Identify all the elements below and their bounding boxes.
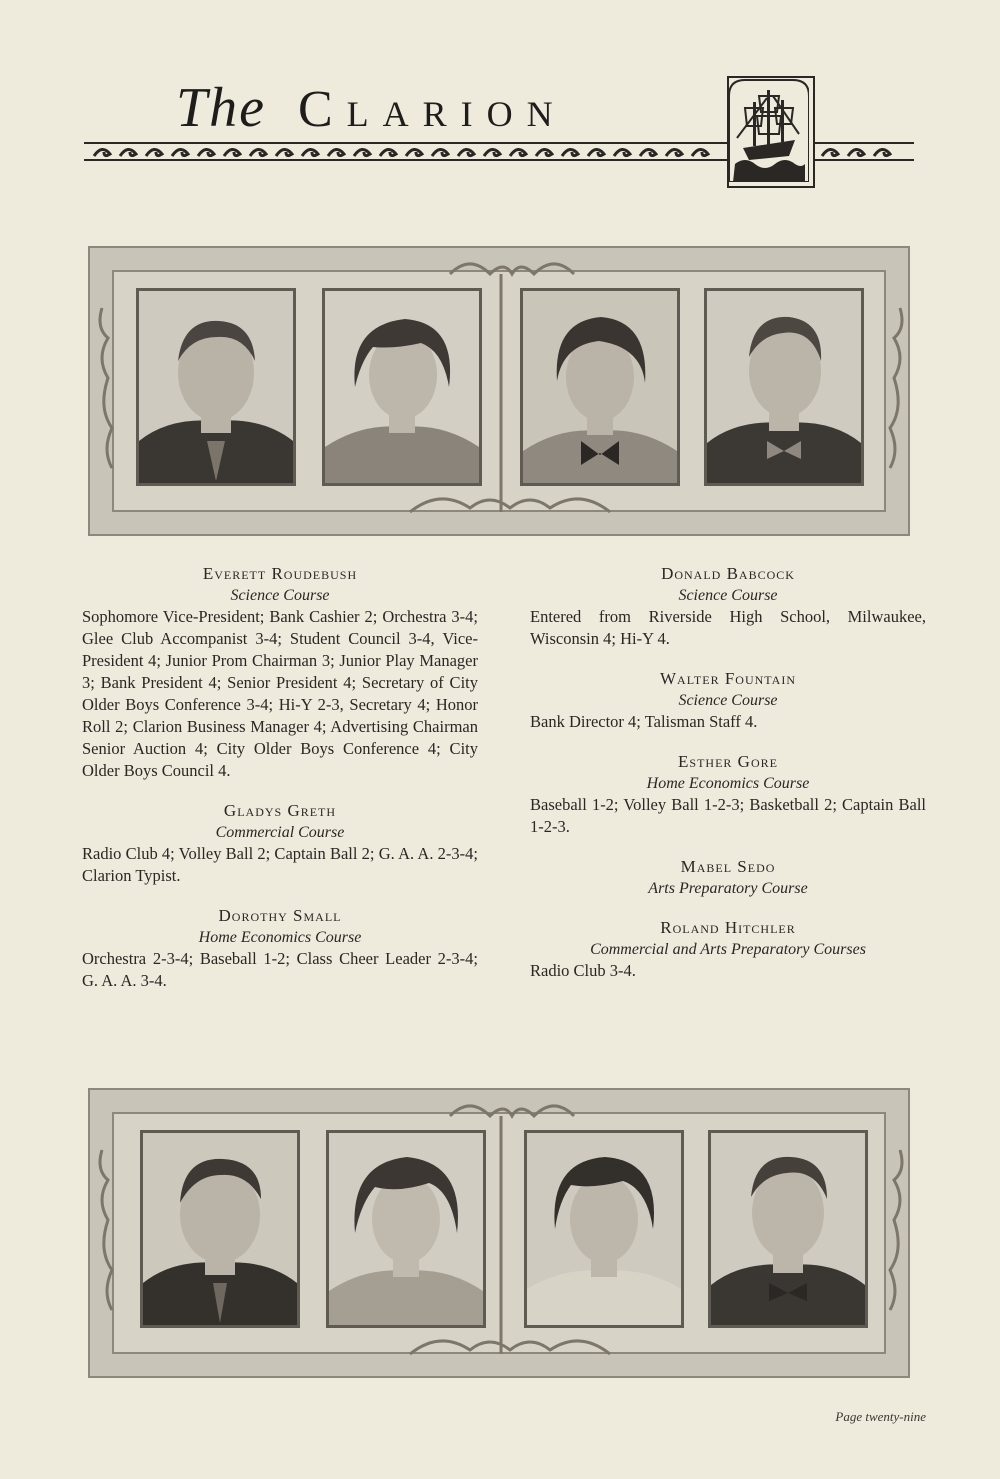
portrait-silhouette <box>143 1133 297 1325</box>
top-photo-frame <box>88 246 910 536</box>
page-number: Page twenty-nine <box>835 1409 926 1424</box>
student-name: Mabel Sedo <box>680 857 776 876</box>
portrait-photo <box>322 288 482 486</box>
student-entry <box>82 562 478 782</box>
student-name: Walter Fountain <box>659 669 796 688</box>
portrait-photo <box>708 1130 868 1328</box>
student-activities: Bank Director 4; Talisman Staff 4. <box>530 712 758 731</box>
student-name: Everett Roudebush <box>202 564 358 583</box>
title-the: The <box>176 77 266 139</box>
student-activities: Radio Club 4; Volley Ball 2; Captain Ball 2; G. A. A. 2-3-4; Clarion Typist. <box>82 844 478 885</box>
student-course: Science Course <box>230 587 330 604</box>
student-name: Donald Babcock <box>661 564 795 583</box>
portrait-photo <box>704 288 864 486</box>
student-name: Roland Hitchler <box>660 918 796 937</box>
bottom-photo-frame <box>88 1088 910 1378</box>
student-course: Arts Preparatory Course <box>648 880 808 897</box>
portrait-silhouette <box>329 1133 483 1325</box>
portrait-photo <box>524 1130 684 1328</box>
portrait-photo <box>136 288 296 486</box>
student-name: Dorothy Small <box>218 906 342 925</box>
student-entry <box>530 916 926 982</box>
portrait-photo <box>140 1130 300 1328</box>
masthead <box>84 70 914 190</box>
ship-emblem <box>727 76 815 188</box>
student-entry <box>530 562 926 650</box>
student-activities: Baseball 1-2; Volley Ball 1-2-3; Basketball 2; Captain Ball 1-2-3. <box>530 795 926 836</box>
title-main: Clarion <box>298 81 567 138</box>
student-course: Commercial Course <box>215 824 345 841</box>
portrait-silhouette <box>527 1133 681 1325</box>
portrait-silhouette <box>707 291 861 483</box>
portrait-silhouette <box>523 291 677 483</box>
left-column <box>82 562 478 1009</box>
student-activities: Orchestra 2-3-4; Baseball 1-2; Class Cheer Leader 2-3-4; G. A. A. 3-4. <box>82 949 478 990</box>
student-course: Commercial and Arts Preparatory Courses <box>590 941 866 958</box>
student-entry <box>530 750 926 838</box>
student-name: Gladys Greth <box>223 801 337 820</box>
student-entry <box>530 855 926 899</box>
student-activities: Radio Club 3-4. <box>530 961 636 980</box>
student-course: Science Course <box>678 587 778 604</box>
portrait-photo <box>326 1130 486 1328</box>
portrait-silhouette <box>325 291 479 483</box>
right-column <box>530 562 926 999</box>
student-entry <box>530 667 926 733</box>
student-activities: Entered from Riverside High School, Milwaukee, Wisconsin 4; Hi-Y 4. <box>530 607 926 648</box>
student-activities: Sophomore Vice-President; Bank Cashier 2; Orchestra 3-4; Glee Club Accompanist 3-4; Student Council 3-4, Vice-President 4; Junior Prom Chairman 3; Junior Play Manager 3; Bank President 4; Senior President 4; Secretary of City Older Boys Conference 3-4; Hi-Y 2-3, Secretary 4; Honor Roll 2; Clarion Business Manager 4; Advertising Chairman Senior Auction 4; City Older Boys Conference 4; City Older Boys Council 4. <box>82 607 478 780</box>
portrait-silhouette <box>711 1133 865 1325</box>
student-name: Esther Gore <box>678 752 778 771</box>
portrait-photo <box>520 288 680 486</box>
student-entry <box>82 904 478 992</box>
student-course: Home Economics Course <box>646 775 810 792</box>
page-title <box>176 76 567 140</box>
ship-icon <box>729 78 809 182</box>
student-entry <box>82 799 478 887</box>
student-course: Science Course <box>678 692 778 709</box>
student-course: Home Economics Course <box>198 929 362 946</box>
portrait-silhouette <box>139 291 293 483</box>
